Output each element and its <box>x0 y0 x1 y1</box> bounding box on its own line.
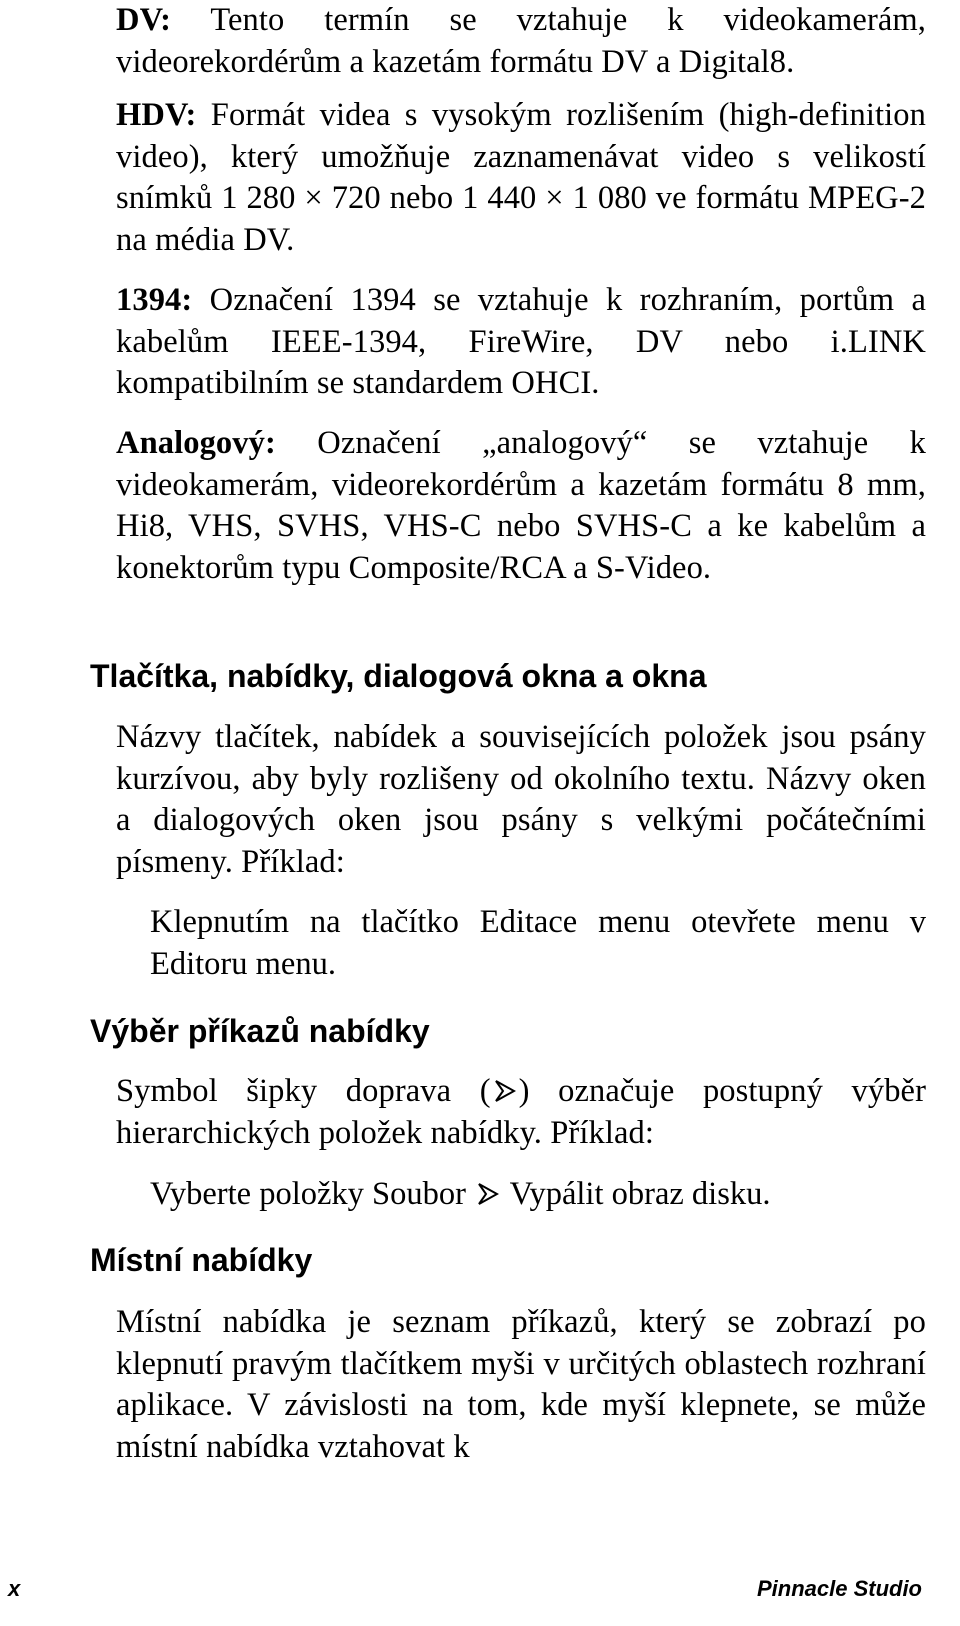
example-buttons: Klepnutím na tlačítko Editace menu otevřete menu v Editoru menu. <box>150 904 926 982</box>
example-text-before: Vyberte položky Soubor <box>150 1176 466 1212</box>
footer-product-name: Pinnacle Studio <box>756 1576 922 1601</box>
definition-text: Označení 1394 se vztahuje k rozhraním, portům a kabelům IEEE-1394, FireWire, DV nebo i.LINK kompatibilním se standardem OHCI. <box>116 282 926 401</box>
section-heading-menu-commands: Výběr příkazů nabídky <box>90 1013 430 1049</box>
definition-term: DV: <box>116 2 172 38</box>
definition-hdv <box>116 95 926 261</box>
footer-page-number: x <box>8 1576 21 1601</box>
arrowhead-right-icon <box>477 1182 499 1206</box>
definition-text: Formát videa s vysokým rozlišením (high-definition video), který umožňuje zaznamenávat video s velikostí snímků 1 280 × 720 nebo 1 440 × 1 080 ve formátu MPEG-2 na média DV. <box>116 97 926 258</box>
definition-1394 <box>116 280 926 405</box>
section-heading-context-menus: Místní nabídky <box>90 1242 313 1278</box>
definition-text: Tento termín se vztahuje k videokamerám, videorekordérům a kazetám formátu DV a Digital8. <box>116 2 926 80</box>
section-body-context-menus: Místní nabídka je seznam příkazů, který se zobrazí po klepnutí pravým tlačítkem myši v určitých oblastech rozhraní aplikace. V závislosti na tom, kde myší klepnete, se může místní nabídka vztahovat k <box>116 1304 926 1465</box>
body-text-before: Symbol šipky doprava ( <box>116 1073 491 1109</box>
section-body-menu-commands <box>116 1071 926 1154</box>
definition-analog <box>116 423 926 589</box>
definition-term: Analogový: <box>116 425 276 461</box>
section-body-buttons: Názvy tlačítek, nabídek a souvisejících položek jsou psány kurzívou, aby byly rozlišeny od okolního textu. Názvy oken a dialogových oken jsou psány s velkými počátečními písmeny. Příklad: <box>116 719 926 880</box>
body-text-after: ) označuje postupný výběr hierarchických položek nabídky. Příklad: <box>116 1073 926 1151</box>
definition-term: HDV: <box>116 97 197 133</box>
arrowhead-right-icon <box>494 1079 516 1103</box>
example-menu-commands <box>150 1174 926 1216</box>
definition-term: 1394: <box>116 282 193 318</box>
section-heading-buttons: Tlačítka, nabídky, dialogová okna a okna <box>90 658 707 694</box>
example-text-after: Vypálit obraz disku. <box>509 1176 771 1212</box>
definition-text: Označení „analogový“ se vztahuje k videokamerám, videorekordérům a kazetám formátu 8 mm, Hi8, VHS, SVHS, VHS-C nebo SVHS-C a ke kabelům a konektorům typu Composite/RCA a S-Video. <box>116 425 926 586</box>
definition-dv <box>116 0 926 83</box>
